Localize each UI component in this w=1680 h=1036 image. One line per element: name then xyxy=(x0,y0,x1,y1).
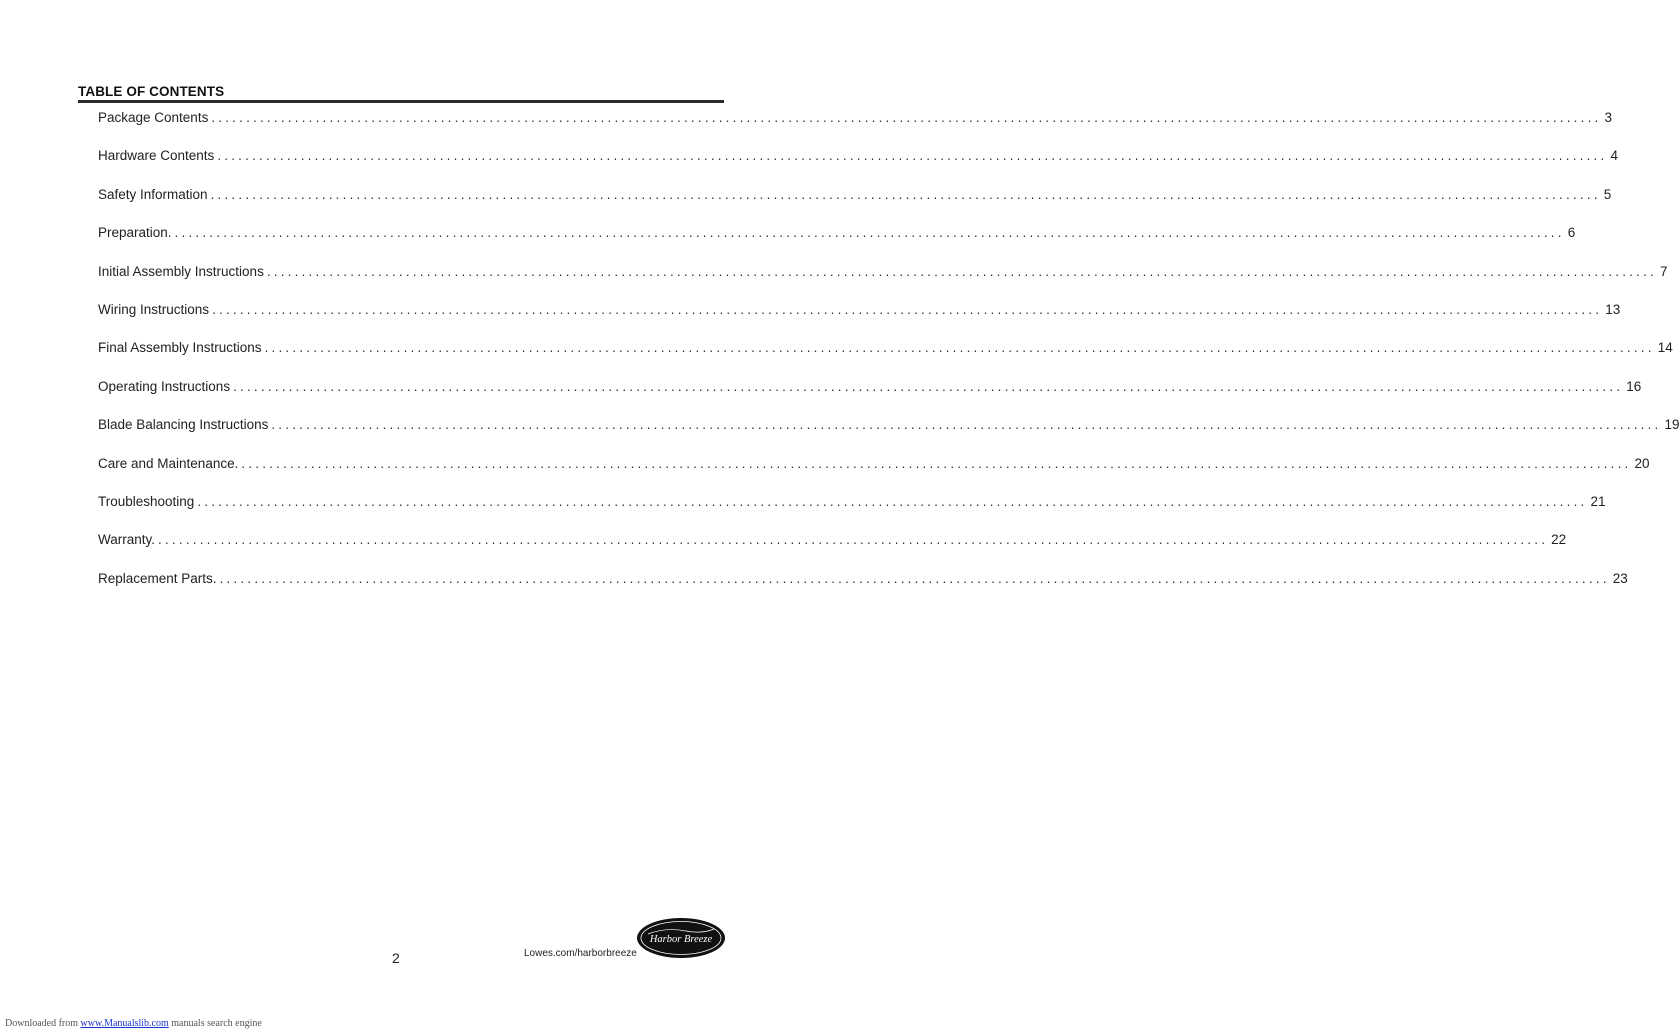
toc-entry-page: 22 xyxy=(1551,532,1567,548)
toc-entry-label: Initial Assembly Instructions xyxy=(98,263,264,279)
toc-entry[interactable] xyxy=(98,532,1567,570)
toc-entry-label: Final Assembly Instructions xyxy=(98,340,262,356)
toc-entry-page: 21 xyxy=(1590,493,1606,509)
dot-leader: ........................................................................................................................................................................................................ xyxy=(219,570,1610,586)
download-suffix: manuals search engine xyxy=(171,1018,262,1029)
logo-text: Harbor Breeze xyxy=(649,934,713,945)
dot-leader: ........................................................................................................................................................................................................ xyxy=(174,225,1565,241)
toc-entry-label: Troubleshooting xyxy=(98,493,195,509)
manualslib-link[interactable]: www.Manualslib.com xyxy=(80,1018,169,1029)
toc-entry-page: 3 xyxy=(1604,110,1612,125)
toc-entry[interactable] xyxy=(98,378,1642,417)
toc-entry-page: 4 xyxy=(1610,148,1618,164)
toc-entry[interactable] xyxy=(98,417,1680,455)
toc-entry-label: Hardware Contents xyxy=(98,148,215,164)
toc-entry-label: Safety Information xyxy=(98,186,208,202)
toc-entry[interactable] xyxy=(98,493,1606,532)
dot-leader: ........................................................................................................................................................................................................ xyxy=(211,110,1602,125)
toc-entry-label: Preparation. xyxy=(98,225,172,241)
toc-entry-page: 5 xyxy=(1603,186,1612,202)
dot-leader: ........................................................................................................................................................................................................ xyxy=(266,263,1657,279)
download-prefix: Downloaded from xyxy=(5,1018,79,1029)
toc-entry-page: 19 xyxy=(1664,417,1680,433)
toc-entry-label: Wiring Instructions xyxy=(98,301,210,317)
toc-entry-page: 6 xyxy=(1567,225,1576,241)
toc-entry-page: 14 xyxy=(1657,340,1673,356)
harbor-breeze-logo xyxy=(636,917,726,959)
toc-entry-page: 16 xyxy=(1626,378,1642,394)
toc-entry-page: 23 xyxy=(1612,570,1628,586)
dot-leader: ........................................................................................................................................................................................................ xyxy=(212,301,1603,317)
dot-leader: ........................................................................................................................................................................................................ xyxy=(264,340,1655,356)
toc-entry[interactable] xyxy=(98,301,1621,340)
toc-entry[interactable] xyxy=(98,186,1612,225)
toc-heading xyxy=(78,84,724,103)
toc-entry[interactable] xyxy=(98,225,1576,263)
toc-entry-page: 7 xyxy=(1659,263,1668,279)
toc-entry-label: Warranty. xyxy=(98,532,156,548)
download-footer xyxy=(5,1018,262,1029)
toc-entry[interactable] xyxy=(98,340,1673,378)
toc-entry-label: Package Contents xyxy=(98,110,209,125)
toc-entry[interactable] xyxy=(98,455,1650,494)
dot-leader: ........................................................................................................................................................................................................ xyxy=(197,493,1588,509)
dot-leader: ........................................................................................................................................................................................................ xyxy=(217,148,1608,164)
dot-leader: ........................................................................................................................................................................................................ xyxy=(241,455,1632,471)
toc-entry[interactable] xyxy=(98,110,1612,148)
page-number: 2 xyxy=(392,950,400,966)
toc-entry-label: Care and Maintenance. xyxy=(98,455,239,471)
dot-leader: ........................................................................................................................................................................................................ xyxy=(158,532,1549,548)
toc-entry[interactable] xyxy=(98,570,1628,609)
website-url[interactable]: Lowes.com/harborbreeze xyxy=(524,948,637,959)
toc-list xyxy=(98,110,1680,609)
toc-entry[interactable] xyxy=(98,148,1618,186)
dot-leader: ........................................................................................................................................................................................................ xyxy=(271,417,1662,433)
toc-entry-page: 13 xyxy=(1605,301,1621,317)
dot-leader: ........................................................................................................................................................................................................ xyxy=(233,378,1624,394)
dot-leader: ........................................................................................................................................................................................................ xyxy=(210,186,1601,202)
toc-entry-page: 20 xyxy=(1634,455,1650,471)
toc-entry-label: Operating Instructions xyxy=(98,378,231,394)
toc-entry[interactable] xyxy=(98,263,1668,302)
toc-entry-label: Blade Balancing Instructions xyxy=(98,417,269,433)
toc-title: TABLE OF CONTENTS xyxy=(78,84,225,99)
toc-entry-label: Replacement Parts. xyxy=(98,570,217,586)
